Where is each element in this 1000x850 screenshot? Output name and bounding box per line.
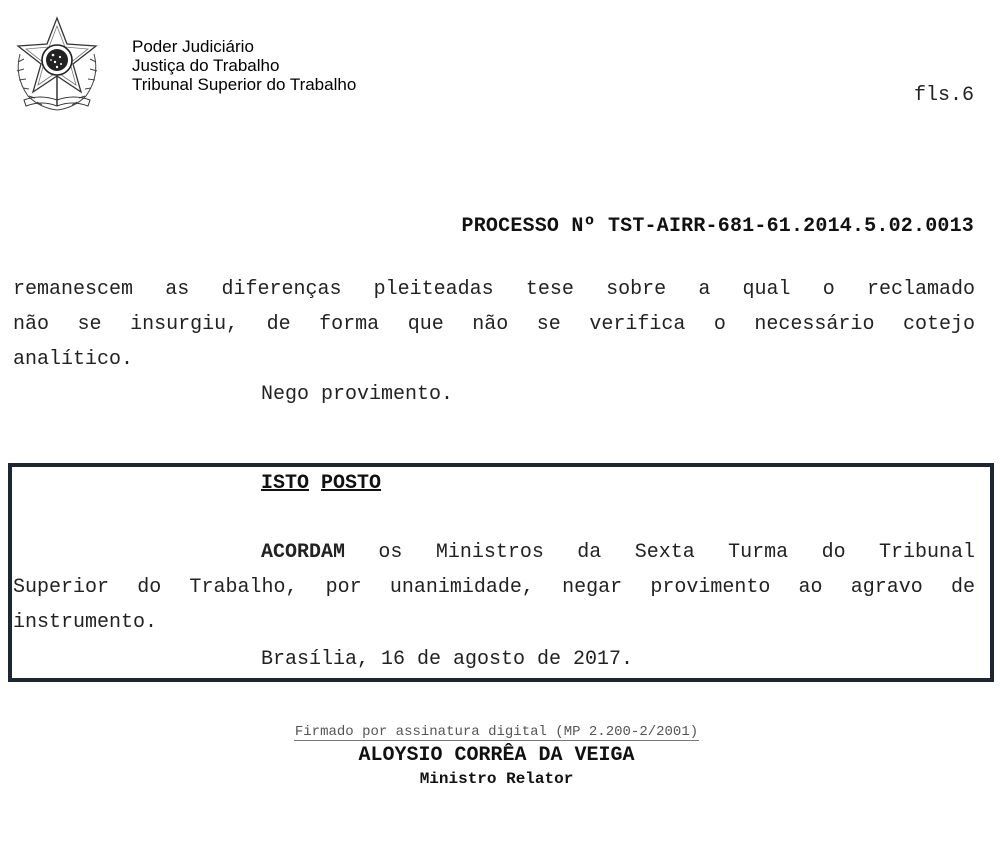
institution-line: Poder Judiciário — [132, 37, 254, 56]
ruling-line-rest: os Ministros da Sexta Turma do Tribunal — [345, 541, 975, 564]
signer-name: ALOYSIO CORRÊA DA VEIGA — [358, 744, 635, 767]
digital-signature-note — [0, 724, 993, 740]
paragraph-line: não se insurgiu, de forma que não se verifica o necessário cotejo — [13, 313, 975, 336]
ruling-line: Superior do Trabalho, por unanimidade, negar provimento ao agravo de — [13, 576, 975, 599]
paragraph-line: analítico. — [13, 348, 134, 371]
institution-header — [132, 37, 356, 94]
institution-line: Justiça do Trabalho — [132, 56, 280, 75]
ruling-line: instrumento. — [13, 611, 158, 634]
heading-word: ISTO — [261, 472, 310, 495]
body-paragraph — [13, 272, 975, 377]
ruling-line — [13, 535, 975, 570]
heading-word: POSTO — [321, 472, 382, 495]
institution-line: Tribunal Superior do Trabalho — [132, 75, 357, 94]
date-line: Brasília, 16 de agosto de 2017. — [261, 648, 634, 671]
ruling-paragraph — [13, 535, 975, 640]
sheet-number: fls.6 — [913, 84, 974, 107]
decision-text: Nego provimento. — [261, 383, 454, 406]
conclusion-heading — [261, 469, 381, 499]
signer-role: Ministro Relator — [419, 770, 574, 788]
ruling-lead: ACORDAM — [261, 541, 346, 564]
paragraph-line: remanescem as diferenças pleiteadas tese sobre a qual o reclamado — [13, 278, 975, 301]
brazil-coat-of-arms-icon — [10, 14, 104, 114]
signature-note-text: Firmado por assinatura digital (MP 2.200-2/2001) — [294, 724, 699, 740]
process-number: PROCESSO Nº TST-AIRR-681-61.2014.5.02.0013 — [461, 215, 974, 238]
